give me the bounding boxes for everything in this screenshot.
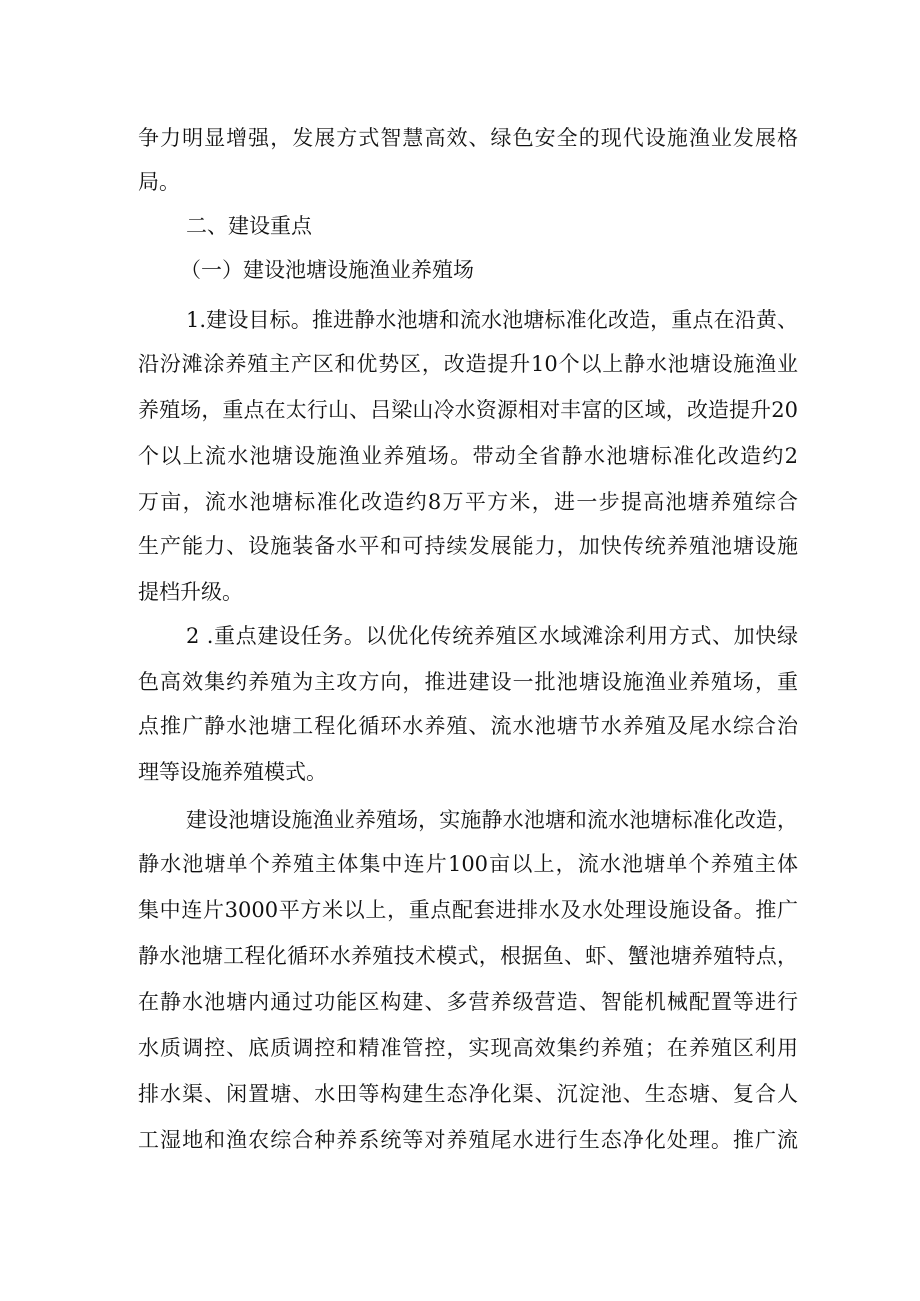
paragraph-line: 色高效集约养殖为主攻方向，推进建设一批池塘设施渔业养殖场，重: [138, 670, 798, 694]
paragraph-line: 排水渠、闲置塘、水田等构建生态净化渠、沉淀池、生态塘、复合人: [138, 1082, 798, 1106]
paragraph-line: 工湿地和渔农综合种养系统等对养殖尾水进行生态净化处理。推广流: [138, 1128, 798, 1152]
paragraph-line: 提档升级。: [138, 580, 243, 604]
paragraph-line: 建设池塘设施渔业养殖场，实施静水池塘和流水池塘标准化改造，: [186, 808, 798, 832]
paragraph-line: 万亩，流水池塘标准化改造约8万平方米，进一步提高池塘养殖综合: [138, 490, 798, 514]
paragraph-line: 集中连片3000平方米以上，重点配套进排水及水处理设施设备。推广: [138, 898, 798, 922]
paragraph-line: 静水池塘工程化循环水养殖技术模式，根据鱼、虾、蟹池塘养殖特点，: [138, 944, 798, 968]
paragraph-line: 沿汾滩涂养殖主产区和优势区，改造提升10个以上静水池塘设施渔业: [138, 352, 798, 376]
paragraph-line: 争力明显增强，发展方式智慧高效、绿色安全的现代设施渔业发展格: [138, 126, 798, 150]
section-heading: 二、建设重点: [186, 214, 312, 238]
paragraph-line: 理等设施养殖模式。: [138, 760, 327, 784]
paragraph-line: 个以上流水池塘设施渔业养殖场。带动全省静水池塘标准化改造约2: [138, 444, 798, 468]
paragraph-line: 水质调控、底质调控和精准管控，实现高效集约养殖；在养殖区利用: [138, 1036, 798, 1060]
paragraph-line: 点推广静水池塘工程化循环水养殖、流水池塘节水养殖及尾水综合治: [138, 714, 798, 738]
paragraph-line: 静水池塘单个养殖主体集中连片100亩以上，流水池塘单个养殖主体: [138, 852, 798, 876]
paragraph-line: 养殖场，重点在太行山、吕梁山冷水资源相对丰富的区域，改造提升20: [138, 398, 798, 422]
paragraph-line: 2 .重点建设任务。以优化传统养殖区水域滩涂利用方式、加快绿: [186, 624, 798, 648]
paragraph-line: 在静水池塘内通过功能区构建、多营养级营造、智能机械配置等进行: [138, 990, 798, 1014]
paragraph-line: 局。: [138, 170, 180, 194]
paragraph-line: 1.建设目标。推进静水池塘和流水池塘标准化改造，重点在沿黄、: [186, 308, 798, 332]
paragraph-line: 生产能力、设施装备水平和可持续发展能力，加快传统养殖池塘设施: [138, 534, 798, 558]
subsection-heading: （一）建设池塘设施渔业养殖场: [180, 258, 474, 282]
